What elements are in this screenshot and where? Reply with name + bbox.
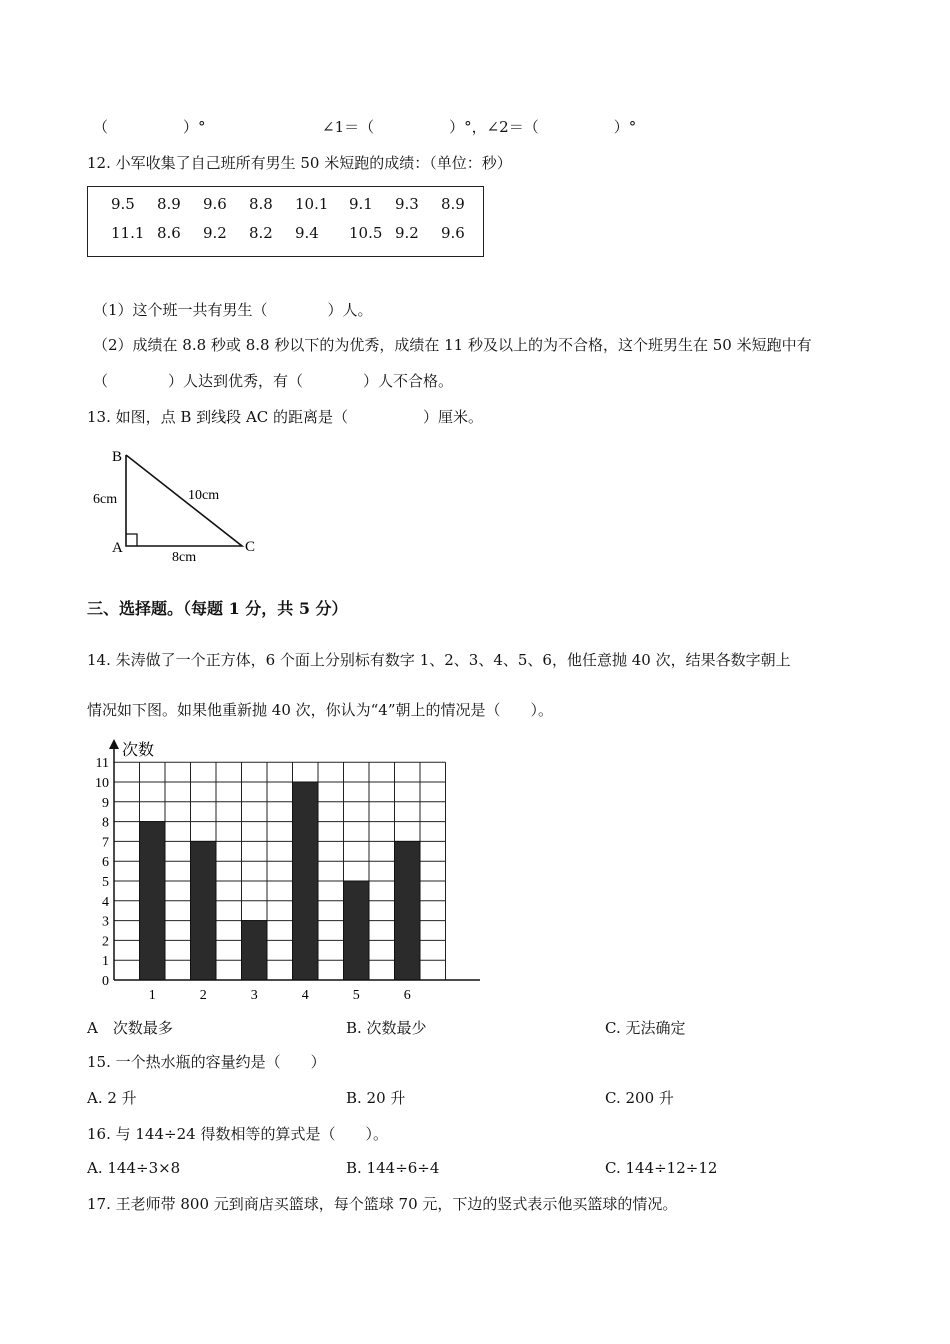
y-tick-label: 2 — [102, 934, 109, 950]
y-tick-label: 10 — [95, 776, 109, 791]
score-cell: 10.1 — [295, 195, 329, 213]
score-cell: 9.4 — [295, 224, 319, 242]
y-axis-label: 次数 — [122, 742, 155, 759]
q12-part2-line2: （ ）人达到优秀，有（ ）人不合格。 — [93, 372, 454, 390]
score-cell: 9.5 — [111, 195, 135, 213]
y-tick-label: 9 — [102, 795, 109, 811]
y-tick-label: 8 — [102, 815, 109, 831]
y-tick-label: 1 — [102, 954, 109, 970]
q15-stem: 15. 一个热水瓶的容量约是（ ） — [87, 1053, 326, 1071]
x-tick-label: 2 — [199, 988, 207, 1003]
q16-stem: 16. 与 144÷24 得数相等的算式是（ ）。 — [87, 1125, 388, 1143]
q17-stem: 17. 王老师带 800 元到商店买篮球，每个篮球 70 元，下边的竖式表示他买篮球的情况。 — [87, 1195, 678, 1213]
q16-option-c[interactable]: C. 144÷12÷12 — [605, 1159, 718, 1177]
score-cell: 11.1 — [111, 224, 145, 242]
q13-stem: 13. 如图，点 B 到线段 AC 的距离是（ ）厘米。 — [87, 408, 484, 426]
x-tick-label: 5 — [352, 988, 360, 1003]
q15-option-b[interactable]: B. 20 升 — [346, 1089, 406, 1107]
vertex-a-label: A — [112, 540, 123, 556]
y-tick-label: 7 — [102, 835, 109, 851]
score-cell: 9.3 — [395, 195, 419, 213]
y-axis-arrow — [109, 739, 119, 749]
q12-part1: （1）这个班一共有男生（ ）人。 — [93, 301, 373, 319]
q16-option-a[interactable]: A. 144÷3×8 — [87, 1159, 181, 1177]
q14-option-b[interactable]: B. 次数最少 — [346, 1019, 427, 1037]
y-tick-label: 4 — [102, 894, 109, 910]
bar — [191, 841, 217, 980]
score-cell: 9.6 — [441, 224, 465, 242]
score-cell: 9.2 — [203, 224, 227, 242]
score-cell: 10.5 — [349, 224, 383, 242]
x-tick-label: 1 — [148, 988, 156, 1003]
score-cell: 8.8 — [249, 195, 273, 213]
q12-part2-line1: （2）成绩在 8.8 秒或 8.8 秒以下的为优秀，成绩在 11 秒及以上的为不合格，这个班男生在 50 米短跑中有 — [93, 336, 812, 354]
bar — [293, 782, 319, 980]
bar — [395, 841, 421, 980]
q14-option-c[interactable]: C. 无法确定 — [605, 1019, 686, 1037]
q14-option-a[interactable]: A 次数最多 — [87, 1019, 173, 1037]
vertex-c-label: C — [245, 539, 256, 555]
y-tick-label: 0 — [102, 974, 109, 989]
y-tick-label: 3 — [102, 914, 109, 930]
side-bc-label: 10cm — [188, 488, 220, 503]
score-cell: 8.2 — [249, 224, 273, 242]
bar — [242, 921, 268, 980]
section-title: 三、选择题。（每题 1 分，共 5 分） — [87, 599, 348, 618]
bar-chart — [80, 735, 480, 1005]
q15-option-c[interactable]: C. 200 升 — [605, 1089, 674, 1107]
score-cell: 8.9 — [441, 195, 465, 213]
angle-answers: ∠1＝（ ）°，∠2＝（ ）° — [322, 118, 637, 136]
y-tick-label: 6 — [102, 855, 109, 871]
q14-stem-line2: 情况如下图。如果他重新抛 40 次，你认为“4”朝上的情况是（ ）。 — [87, 701, 554, 719]
side-ab-label: 6cm — [93, 492, 118, 507]
x-tick-label: 4 — [301, 988, 309, 1003]
score-cell: 8.6 — [157, 224, 181, 242]
x-tick-label: 3 — [250, 988, 258, 1003]
score-table — [87, 186, 484, 257]
vertex-b-label: B — [112, 449, 123, 465]
score-cell: 8.9 — [157, 195, 181, 213]
bar — [344, 881, 370, 980]
q14-stem-line1: 14. 朱涛做了一个正方体，6 个面上分别标有数字 1、2、3、4、5、6，他任意抛 40 次，结果各数字朝上 — [87, 651, 791, 669]
bar — [140, 822, 166, 980]
x-tick-label: 6 — [403, 988, 411, 1003]
score-cell: 9.2 — [395, 224, 419, 242]
side-ac-label: 8cm — [172, 550, 197, 565]
blank-answer: （ ）° — [93, 118, 206, 136]
q15-option-a[interactable]: A. 2 升 — [87, 1089, 137, 1107]
triangle-diagram — [85, 440, 285, 570]
q12-stem: 12. 小军收集了自己班所有男生 50 米短跑的成绩：（单位：秒） — [87, 154, 512, 172]
y-tick-label: 5 — [102, 875, 109, 890]
q16-option-b[interactable]: B. 144÷6÷4 — [346, 1159, 440, 1177]
score-cell: 9.1 — [349, 195, 373, 213]
triangle-shape — [126, 455, 242, 546]
score-cell: 9.6 — [203, 195, 227, 213]
right-angle-mark — [126, 534, 137, 546]
y-tick-label: 11 — [95, 756, 109, 772]
